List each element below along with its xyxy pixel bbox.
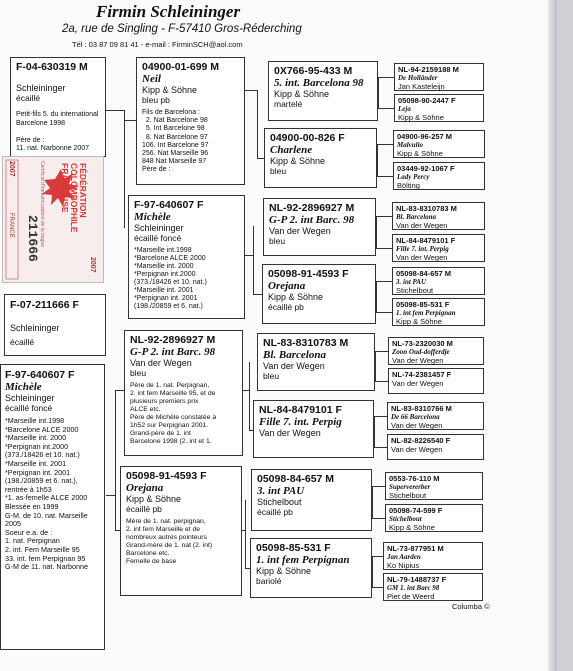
connector (372, 486, 385, 487)
connector (115, 530, 121, 531)
gen4-box-16 (383, 573, 483, 601)
gen4-14-name: Stichelbout (389, 515, 422, 523)
gen3-1-color: martelé (274, 99, 303, 109)
gen2-box-4 (120, 466, 242, 596)
gen4-box-7 (392, 267, 485, 295)
connector (372, 486, 373, 518)
gen3-2-name: Charlene (270, 144, 313, 156)
gen4-15-owner: Ko Nipius (387, 561, 420, 570)
stamp-country: FRANCE (8, 213, 14, 238)
connector (376, 216, 392, 217)
gen4-13-id: 0553-76-110 M (389, 474, 440, 483)
gen2-2-owner: Schleininger (134, 223, 184, 233)
gen3-3-color: bleu (269, 236, 286, 246)
gen3-4-id: 05098-91-4593 F (268, 268, 349, 280)
gen2-3-owner: Van der Wegen (130, 358, 192, 368)
gen2-3-id: NL-92-2896927 M (130, 334, 216, 346)
subject-id: F-04-630319 M (16, 61, 88, 73)
stamp-year-top: 2007 (8, 161, 15, 177)
gen3-6-id: NL-84-8479101 F (259, 404, 342, 416)
gen4-1-id: NL-94-2159188 M (398, 65, 459, 74)
connector (378, 77, 379, 108)
gen3-3-name: G-P 2. int Barc. 98 (269, 214, 355, 226)
gen4-box-9 (388, 337, 484, 365)
gen3-8-color: bariolé (256, 576, 282, 586)
gen4-box-10 (388, 368, 484, 394)
gen2-4-name: Orejana (126, 482, 164, 494)
gen4-1-name: De Hollânder (398, 74, 438, 82)
gen4-13-name: Supervererber (389, 483, 431, 491)
gen4-8-name: 1. int fem Perpignan (396, 309, 456, 317)
gen3-4-name: Orejana (268, 280, 306, 292)
gen3-2-color: bleu (270, 166, 287, 176)
gen4-2-id: 05098-90-2447 F (398, 96, 456, 105)
connector (257, 158, 264, 159)
connector (115, 390, 116, 530)
gen4-box-5 (392, 202, 485, 230)
gen4-4-id: 03449-92-1067 F (397, 164, 455, 173)
ring-certificate-sticker (2, 156, 104, 283)
gen3-box-6 (253, 400, 374, 458)
gen3-box-1 (268, 61, 378, 121)
gen4-13-owner: Stichelbout (389, 491, 427, 500)
gen2-3-color: bleu (130, 368, 147, 378)
connector (124, 120, 136, 121)
gen2-4-color: écaillé pb (126, 504, 162, 514)
gen2-box-3 (124, 330, 243, 456)
connector (124, 110, 125, 228)
stamp-year-bottom: 2007 (89, 257, 96, 273)
gen2-3-notes: Père de 1. nat. Perpignan, 2. int fem Marseille 95, et de plusieurs premiers prix ALCE etc. Père de Michèle constatée à 1h52 sur Perpignan 2001. Grand-père de 1. int Barcelone 1998 (2. int et 1. (130, 382, 217, 445)
connector (372, 518, 385, 519)
gen4-box-11 (387, 402, 484, 430)
gen4-15-name: Jan Aarden (387, 553, 421, 561)
gen4-10-id: NL-74-2381457 F (392, 370, 452, 379)
connector (257, 90, 258, 158)
gen3-box-3 (263, 198, 376, 256)
gen4-box-8 (392, 298, 485, 326)
dam-color: écaillé foncé (5, 403, 53, 413)
dam-notes: *Marseille int.1998 *Barcelone ALCE 2000 *Marseille int. 2000 *Perpignan int.2000 (373./18426 et 10. nat.) *Marseille int. 2001 *Perpignan int. 2001 (198./20859 et 6. nat.), rentrée à 1h53 *1. as-femelle ALCE 2000 Blessée en 1999 G-M. de 10. nat. Marseille 2005 Soeur e.a. de : 1. nat. Perpignan 2. int. Fem Marseille 95 33. int. fem Perpignan 95 G-M de 11. nat. Narbonne (5, 416, 88, 572)
connector (374, 416, 375, 447)
gen4-box-13 (385, 472, 483, 500)
stamp-federation: FÉDÉRATION COLOMBOPHILE FRANÇAISE (60, 163, 88, 233)
header-name: Firmin Schleininger (96, 2, 241, 21)
subject-box (10, 57, 106, 157)
gen3-5-owner: Van der Wegen (263, 361, 325, 371)
connector (377, 144, 378, 176)
gen4-7-owner: Stichelbout (396, 286, 434, 295)
gen3-1-name: 5. int. Barcelona 98 (274, 77, 364, 89)
gen4-box-4 (393, 162, 485, 190)
connector (377, 144, 393, 145)
connector (378, 108, 394, 109)
gen3-5-name: Bl. Barcelona (263, 349, 326, 361)
gen2-2-id: F-97-640607 F (134, 199, 204, 211)
connector (372, 587, 383, 588)
gen3-5-id: NL-83-8310783 M (263, 337, 349, 349)
gen4-box-6 (392, 234, 485, 262)
gen4-11-name: De 66 Barcelona (391, 413, 440, 421)
connector (375, 351, 376, 381)
gen4-12-id: NL-82-8226540 F (391, 436, 451, 445)
connector (376, 281, 377, 312)
gen4-2-name: Leja (398, 105, 411, 113)
gen2-1-name: Neil (142, 73, 161, 85)
gen4-1-owner: Jan Kasteleijn (398, 82, 445, 91)
gen3-box-2 (264, 128, 377, 188)
connector (376, 281, 392, 282)
gen3-box-4 (262, 264, 376, 324)
gen3-8-owner: Kipp & Söhne (256, 566, 312, 576)
gen4-15-id: NL-73-877951 M (387, 544, 444, 553)
connector (376, 312, 392, 313)
gen4-16-id: NL-79-1488737 F (387, 575, 447, 584)
gen3-box-7 (251, 469, 372, 531)
gen3-6-name: Fille 7. int. Perpig (259, 416, 342, 428)
gen4-box-3 (393, 130, 485, 158)
connector (372, 556, 373, 587)
gen4-10-owner: Van der Wegen (392, 379, 444, 388)
gen2-1-owner: Kipp & Söhne (142, 85, 198, 95)
subject-notes: Petit-fils 5. du international Barcelone 1998 Père de : 11. nat. Narbonne 2007 (16, 111, 99, 152)
gen4-11-owner: Van der Wegen (391, 421, 443, 430)
gen3-5-color: bleu (263, 371, 280, 381)
gen3-4-color: écaillé pb (268, 302, 304, 312)
dam-name: Michèle (5, 381, 42, 393)
connector (253, 226, 254, 294)
gen4-12-owner: Van der Wegen (391, 445, 443, 454)
connector (374, 447, 387, 448)
gen4-3-id: 04900-96-257 M (397, 132, 453, 141)
gen4-11-id: NL-83-8310766 M (391, 404, 452, 413)
connector (249, 362, 250, 430)
header-contact: Tél : 03 87 09 81 41 - e-mail : FirminSCH@aol.com (72, 40, 243, 49)
gen3-3-id: NL-92-2896927 M (269, 202, 355, 214)
gen4-3-name: Malvulio (397, 141, 424, 149)
gen3-1-id: 0X766-95-433 M (274, 65, 353, 77)
gen3-7-owner: Stichelbout (257, 497, 302, 507)
connector (375, 351, 388, 352)
gen4-box-14 (385, 504, 483, 532)
header-address: 2a, rue de Singling - F-57410 Gros-Réderching (62, 23, 302, 35)
gen4-16-owner: Piet de Weerd (387, 592, 435, 601)
gen4-box-2 (394, 94, 484, 122)
gen2-4-id: 05098-91-4593 F (126, 470, 207, 482)
gen3-2-id: 04900-00-826 F (270, 132, 345, 144)
gen4-3-owner: Kipp & Söhne (397, 149, 443, 158)
gen4-5-owner: Van der Wegen (396, 221, 448, 230)
gen2-box-1 (136, 57, 245, 185)
gen4-box-12 (387, 434, 484, 460)
subject-color: écaillé (16, 93, 41, 103)
page-edge (548, 0, 557, 671)
stamp-graphic (3, 157, 103, 282)
connector (245, 568, 250, 569)
gen4-9-id: NL-73-2320030 M (392, 339, 453, 348)
gen2-box-2 (128, 195, 245, 319)
connector (249, 430, 253, 431)
footer-brand: Columba © (452, 602, 490, 611)
gen3-7-id: 05098-84-657 M (257, 473, 335, 485)
connector (375, 381, 388, 382)
gen2-3-name: G-P 2. int Barc. 98 (130, 346, 216, 358)
gen4-4-owner: Bölting (397, 181, 420, 190)
gen2-1-notes: Fils de Barcelona : 2. Nat Barcelone 98 5. Int Barcelone 98 8. Nat Barcelone 97 106. Int Barcelone 97 256. Nat Marseille 96 848 Nat Marseille 97 Père de : (142, 109, 209, 174)
gen2-4-owner: Kipp & Söhne (126, 494, 182, 504)
gen4-6-id: NL-84-8479101 F (396, 236, 456, 245)
connector (377, 176, 393, 177)
gen2-2-color: écaillé foncé (134, 233, 182, 243)
connector (376, 248, 392, 249)
gen4-5-id: NL-83-8310783 M (396, 204, 457, 213)
connector (376, 216, 377, 248)
connector (372, 556, 383, 557)
gen4-box-15 (383, 542, 483, 570)
gen3-3-owner: Van der Wegen (269, 226, 331, 236)
gen3-1-owner: Kipp & Söhne (274, 89, 330, 99)
gen2-4-notes: Mère de 1. nat. perpignan, 2. int fem Marseille et de nombreux autres pointeurs Grand-mère de 1. nat (2. int) Barcelone etc. Femelle de base (126, 518, 213, 565)
gen3-7-color: écaillé pb (257, 507, 293, 517)
dam-box (0, 364, 105, 650)
gen2-1-color: bleu pb (142, 95, 170, 105)
gen4-7-name: 3. int PAU (396, 278, 427, 286)
sibling-box (4, 294, 106, 356)
connector (115, 390, 124, 391)
connector (106, 110, 124, 111)
gen3-8-id: 05098-85-531 F (256, 542, 331, 554)
connector (245, 500, 246, 568)
gen3-7-name: 3. int PAU (257, 485, 305, 497)
dam-id: F-97-640607 F (5, 369, 75, 381)
dam-owner: Schleininger (5, 393, 55, 403)
gen3-4-owner: Kipp & Söhne (268, 292, 324, 302)
gen4-8-owner: Kipp & Söhne (396, 317, 442, 326)
subject-owner: Schleininger (16, 83, 66, 93)
gen3-box-5 (257, 333, 375, 391)
gen3-6-owner: Van der Wegen (259, 428, 321, 438)
stamp-number: 211666 (25, 215, 40, 262)
stamp-certificate: Certificat d'immatriculation de la bague (39, 161, 45, 247)
gen4-14-owner: Kipp & Söhne (389, 523, 435, 532)
gen4-9-owner: Van der Wegen (392, 356, 444, 365)
connector (253, 294, 262, 295)
connector (374, 416, 387, 417)
gen4-14-id: 05098-74-599 F (389, 506, 443, 515)
connector (378, 77, 394, 78)
gen4-9-name: Zoon Oud-dofferdje (392, 348, 450, 356)
sibling-owner: Schleininger (10, 323, 60, 333)
gen4-6-owner: Van der Wegen (396, 253, 448, 262)
gen3-box-8 (250, 538, 372, 598)
gen4-box-1 (394, 63, 484, 91)
sibling-id: F-07-211666 F (10, 299, 79, 311)
gen4-16-name: GM 1. int Barc 98 (387, 584, 440, 592)
gen3-2-owner: Kipp & Söhne (270, 156, 326, 166)
gen4-8-id: 05098-85-531 F (396, 300, 450, 309)
gen4-7-id: 05098-84-657 M (396, 269, 452, 278)
sibling-color: écaillé (10, 337, 35, 347)
gen4-2-owner: Kipp & Söhne (398, 113, 444, 122)
gen2-1-id: 04900-01-699 M (142, 61, 220, 73)
gen4-5-name: Bl. Barcelona (396, 213, 437, 221)
gen3-8-name: 1. int fem Perpignan (256, 554, 350, 566)
gen4-6-name: Fille 7. int. Perpig (396, 245, 449, 253)
gen2-2-name: Michèle (134, 211, 171, 223)
gen4-4-name: Lady Percy (397, 173, 430, 181)
gen2-2-notes: *Marseille int.1998 *Barcelone ALCE 2000 *Marseille int. 2000 *Perpignan int.2000 (373./18426 et 10. nat.) *Marseille int. 2001 *Perpignan int. 2001 (198./20859 et 6. nat.) (134, 247, 207, 310)
